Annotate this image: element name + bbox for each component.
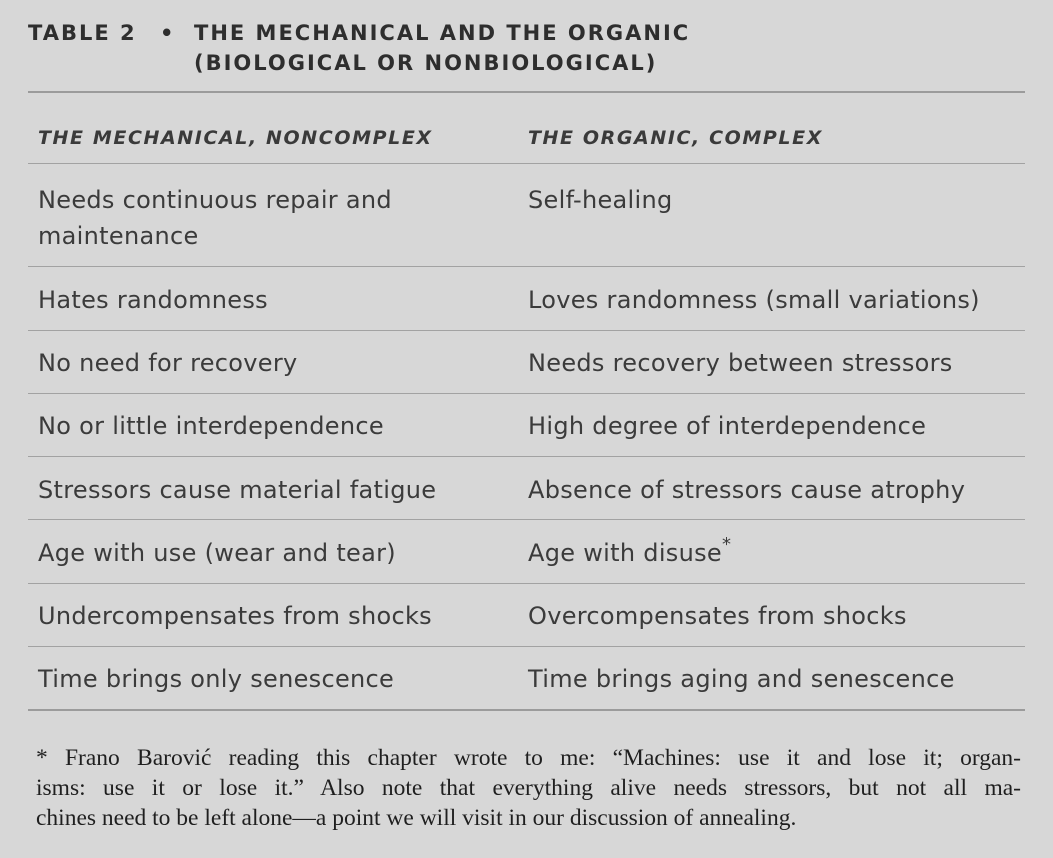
- table-row-6-right: [528, 535, 1028, 571]
- title-line-2: (BIOLOGICAL OR NONBIOLOGICAL): [194, 51, 658, 75]
- row-divider: [28, 519, 1025, 520]
- footnote-line-3: chines need to be left alone—a point we will visit in our discussion of annealing.: [36, 805, 797, 831]
- row-1-left-line-1: Needs continuous repair and: [38, 186, 392, 214]
- table-row-8-left: Time brings only senescence: [38, 665, 395, 693]
- header-divider: [28, 163, 1025, 164]
- table-row-5-left: Stressors cause material fatigue: [38, 476, 437, 504]
- table-row-7-right: Overcompensates from shocks: [528, 602, 907, 630]
- row-1-left-line-2: maintenance: [38, 222, 199, 250]
- table-row-2-right: Loves randomness (small variations): [528, 286, 980, 314]
- table-row-5-right: Absence of stressors cause atrophy: [528, 476, 966, 504]
- table-row-4-left: No or little interdependence: [38, 412, 384, 440]
- table-title: [28, 18, 1028, 78]
- table-row-2-left: Hates randomness: [38, 286, 268, 314]
- table-row-1-left: [38, 182, 508, 254]
- row-divider: [28, 266, 1025, 267]
- footnote-line-2: isms: use it or lose it.” Also note that everything alive needs stressors, but not all ma-: [36, 775, 1021, 801]
- row-divider: [28, 583, 1025, 584]
- title-line-1: THE MECHANICAL AND THE ORGANIC: [194, 21, 691, 45]
- row-divider: [28, 393, 1025, 394]
- footnote-line-1: * Frano Barović reading this chapter wrote to me: “Machines: use it and lose it; organ-: [36, 745, 1021, 771]
- column-header-organic: THE ORGANIC, COMPLEX: [528, 127, 823, 149]
- row-divider: [28, 330, 1025, 331]
- footnote: [36, 743, 1021, 833]
- row-divider: [28, 646, 1025, 647]
- row-divider: [28, 456, 1025, 457]
- table-row-6-left: Age with use (wear and tear): [38, 539, 396, 567]
- table-row-7-left: Undercompensates from shocks: [38, 602, 432, 630]
- title-bullet-icon: •: [160, 21, 176, 45]
- footnote-mark: *: [721, 534, 732, 555]
- row-6-right-text: Age with disuse: [528, 539, 722, 567]
- table-row-1-right: Self-healing: [528, 186, 673, 214]
- table-row-4-right: High degree of interdependence: [528, 412, 927, 440]
- column-header-mechanical: THE MECHANICAL, NONCOMPLEX: [38, 127, 433, 149]
- table-row-3-right: Needs recovery between stressors: [528, 349, 953, 377]
- table-bottom-rule: [28, 709, 1025, 711]
- table-row-8-right: Time brings aging and senescence: [528, 665, 955, 693]
- table-label: TABLE 2: [28, 21, 137, 45]
- table-row-3-left: No need for recovery: [38, 349, 298, 377]
- title-divider: [28, 91, 1025, 93]
